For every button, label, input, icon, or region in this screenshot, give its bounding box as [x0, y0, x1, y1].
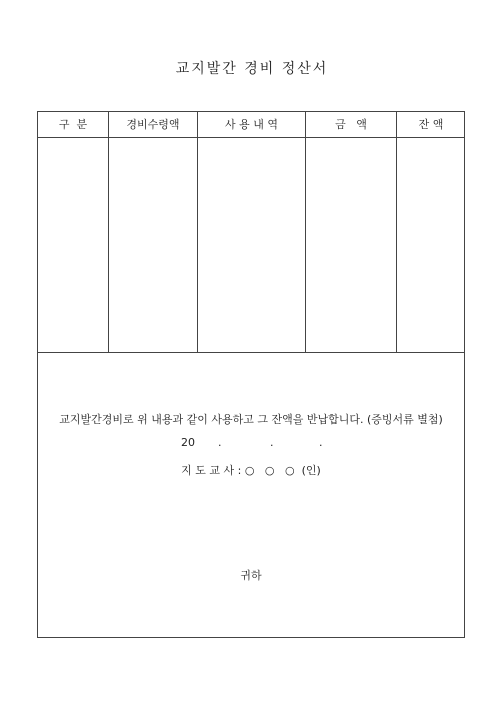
header-balance: 잔 액	[418, 118, 444, 131]
column-divider	[108, 112, 109, 352]
recipient-label: 귀하	[240, 569, 262, 582]
supervising-teacher-line: 지 도 교 사 : ○ ○ ○ (인)	[181, 464, 321, 477]
table-header-row	[38, 112, 464, 138]
column-divider	[396, 112, 397, 352]
column-divider	[305, 112, 306, 352]
return-statement: 교지발간경비로 위 내용과 같이 사용하고 그 잔액을 반납합니다. (증빙서류 별첨)	[59, 413, 443, 426]
header-category: 구 분	[58, 118, 88, 131]
header-usage-details: 사 용 내 역	[225, 118, 278, 131]
table-bottom-divider	[38, 352, 464, 353]
header-amount: 금 액	[335, 118, 367, 131]
date-separator: .	[270, 436, 274, 449]
date-line	[38, 436, 464, 450]
document-title: 교지발간 경비 정산서	[175, 61, 329, 77]
date-year-prefix: 20	[181, 436, 195, 449]
header-received-amount: 경비수령액	[126, 118, 180, 131]
date-separator: .	[218, 436, 222, 449]
date-separator: .	[319, 436, 323, 449]
settlement-form	[37, 111, 465, 638]
column-divider	[197, 112, 198, 352]
